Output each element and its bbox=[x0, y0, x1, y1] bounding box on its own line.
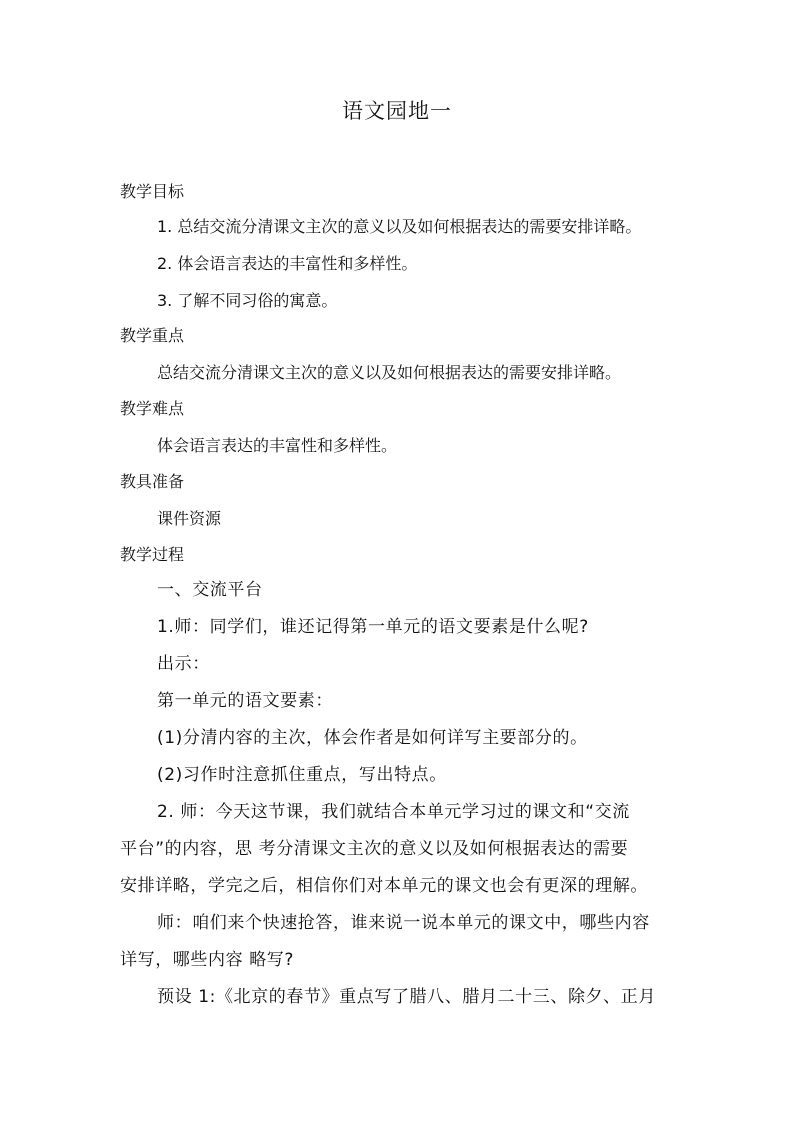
process-line-9: 安排详略，学完之后，相信你们对本单元的课文也会有更深的理解。 bbox=[120, 876, 648, 896]
process-heading: 教学过程 bbox=[120, 545, 185, 564]
process-line-5: (1)分清内容的主次，体会作者是如何详写主要部分的。 bbox=[157, 728, 588, 748]
process-line-4: 第一单元的语文要素： bbox=[157, 691, 333, 711]
process-line-2: 1.师：同学们，谁还记得第一单元的语文要素是什么呢? bbox=[157, 617, 589, 637]
process-line-1: 一、交流平台 bbox=[157, 580, 263, 600]
document-title: 语文园地一 bbox=[342, 99, 452, 123]
objective-item-1: 1. 总结交流分清课文主次的意义以及如何根据表达的需要安排详略。 bbox=[157, 217, 642, 236]
difficulty-heading: 教学难点 bbox=[120, 399, 185, 418]
process-line-10: 师：咱们来个快速抢答，谁来说一说本单元的课文中，哪些内容 bbox=[157, 913, 650, 933]
process-line-6: (2)习作时注意抓住重点，写出特点。 bbox=[157, 765, 447, 785]
process-line-12: 预设 1:《北京的春节》重点写了腊八、腊月二十三、除夕、正月 bbox=[157, 987, 656, 1007]
difficulty-text: 体会语言表达的丰富性和多样性。 bbox=[157, 436, 398, 455]
objective-item-3: 3. 了解不同习俗的寓意。 bbox=[157, 291, 338, 310]
process-line-7: 2. 师：今天这节课，我们就结合本单元学习过的课文和“交流 bbox=[157, 802, 630, 822]
process-line-3: 出示： bbox=[157, 654, 210, 674]
key-point-text: 总结交流分清课文主次的意义以及如何根据表达的需要安排详略。 bbox=[157, 363, 622, 382]
process-line-8: 平台”的内容，思 考分清课文主次的意义以及如何根据表达的需要 bbox=[120, 839, 629, 859]
materials-text: 课件资源 bbox=[157, 509, 222, 528]
materials-heading: 教具准备 bbox=[120, 472, 185, 491]
objective-item-2: 2. 体会语言表达的丰富性和多样性。 bbox=[157, 254, 418, 273]
process-line-11: 详写，哪些内容 略写? bbox=[120, 950, 295, 970]
objectives-heading: 教学目标 bbox=[120, 182, 185, 201]
key-point-heading: 教学重点 bbox=[120, 326, 185, 345]
